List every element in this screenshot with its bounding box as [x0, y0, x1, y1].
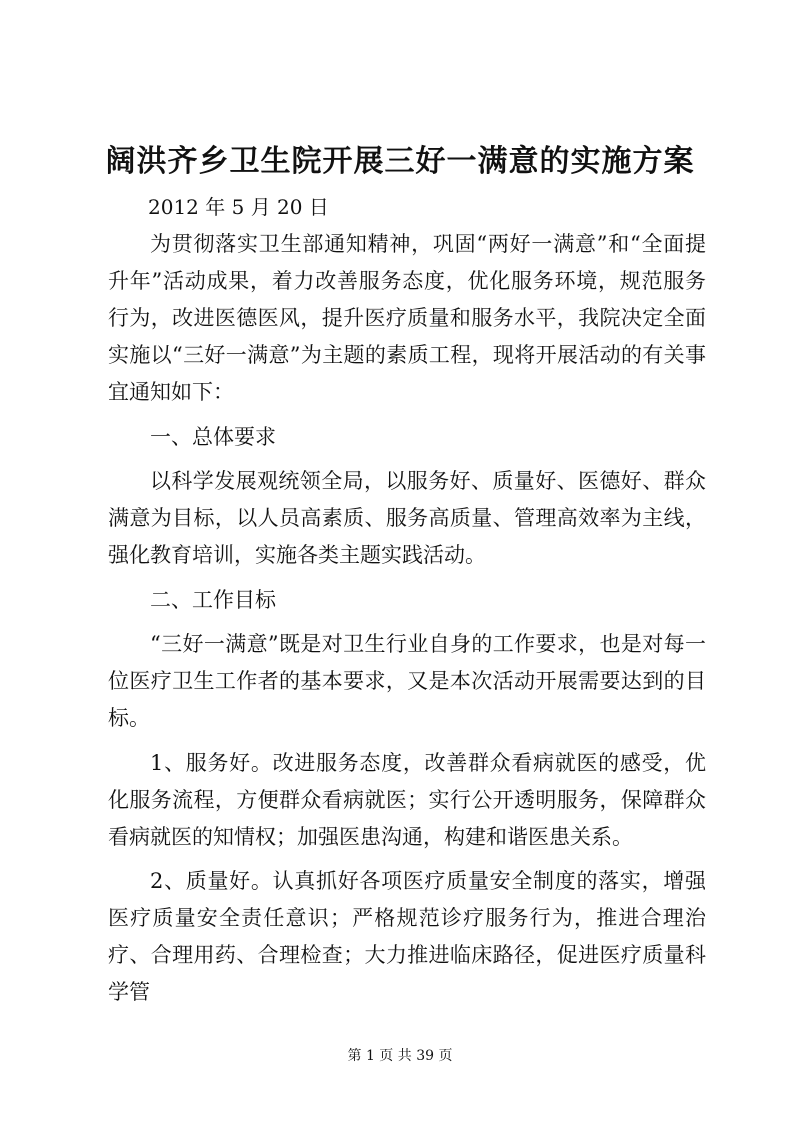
paragraph-intro: 为贯彻落实卫生部通知精神，巩固“两好一满意”和“全面提升年”活动成果，着力改善服务态度，优化服务环境，规范服务行为，改进医德医风，提升医疗质量和服务水平，我院决定全面实施以“三好一满意”为主题的素质工程，现将开展活动的有关事宜通知如下： — [108, 232, 706, 404]
paragraph-good-service: 1、服务好。改进服务态度，改善群众看病就医的感受，优化服务流程，方便群众看病就医；实行公开透明服务，保障群众看病就医的知情权；加强医患沟通，构建和谐医患关系。 — [108, 750, 706, 849]
paragraph-work-goals: “三好一满意”既是对卫生行业自身的工作要求，也是对每一位医疗卫生工作者的基本要求，又是本次活动开展需要达到的目标。 — [108, 632, 706, 730]
section-heading-work-goals: 二、工作目标 — [150, 587, 276, 612]
page-footer: 第 1 页 共 39 页 — [347, 1048, 453, 1064]
section-heading-overall-requirements: 一、总体要求 — [150, 424, 276, 449]
paragraph-good-quality: 2、质量好。认真抓好各项医疗质量安全制度的落实，增强医疗质量安全责任意识；严格规范诊疗服务行为，推进合理治疗、合理用药、合理检查；大力推进临床路径，促进医疗质量科学管 — [108, 869, 706, 1004]
document-title: 阔洪齐乡卫生院开展三好一满意的实施方案 — [105, 144, 695, 179]
paragraph-overall-requirements: 以科学发展观统领全局，以服务好、质量好、医德好、群众满意为目标，以人员高素质、服务高质量、管理高效率为主线，强化教育培训，实施各类主题实践活动。 — [108, 469, 706, 567]
document-date: 2012 年 5 月 20 日 — [148, 195, 329, 219]
document-body — [108, 226, 706, 1019]
